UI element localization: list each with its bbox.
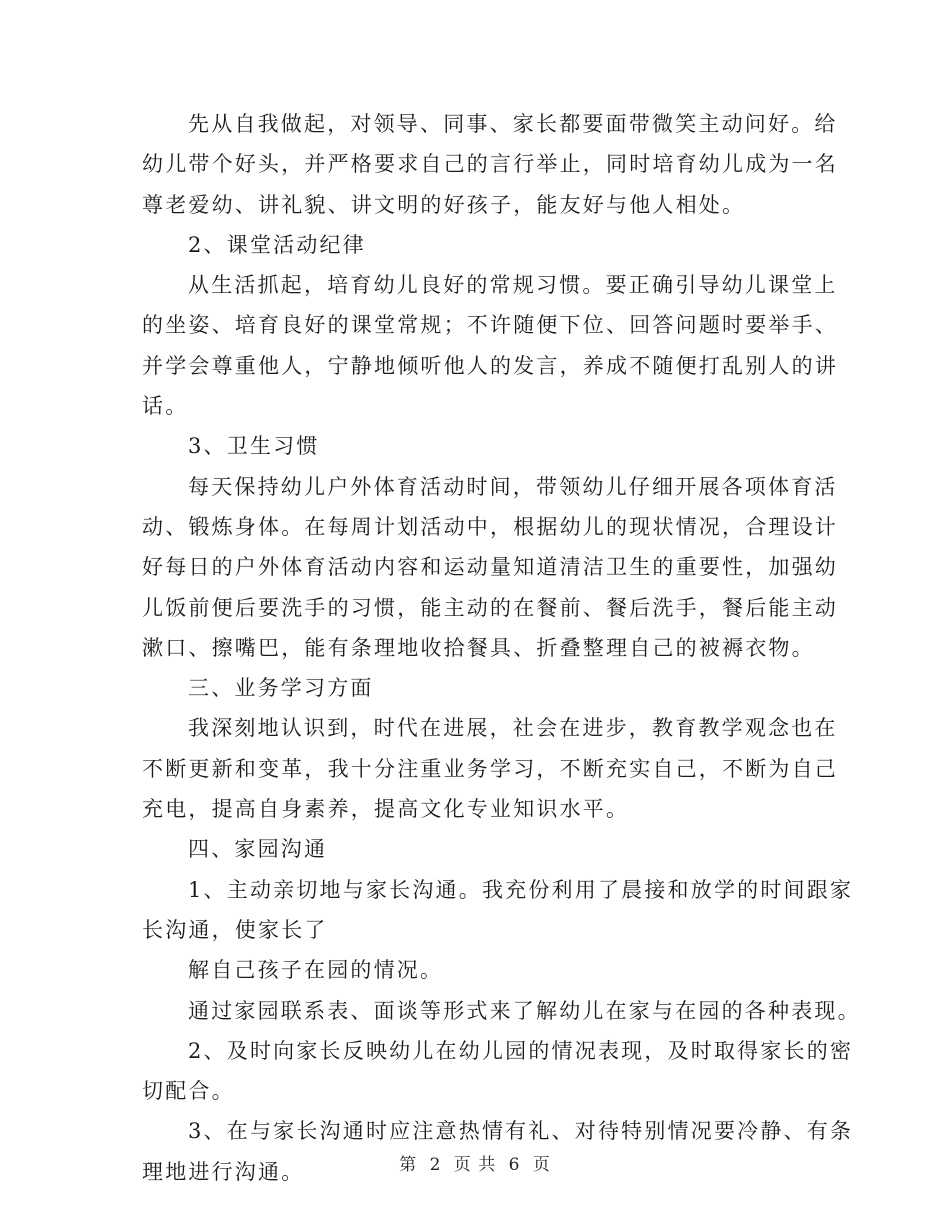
text-line: 长沟通，使家长了 (142, 917, 328, 942)
text-line: 的坐姿、培育良好的课堂常规；不许随便下位、回答问题时要举手、 (142, 313, 838, 338)
text-line: 切配合。 (142, 1079, 235, 1104)
text-line: 2、及时向家长反映幼儿在幼儿园的情况表现，及时取得家长的密 (188, 1038, 854, 1063)
text-line: 先从自我做起，对领导、同事、家长都要面带微笑主动问好。给 (188, 112, 838, 136)
text-line: 好每日的户外体育活动内容和运动量知道清洁卫生的重要性，加强幼 (142, 555, 838, 580)
footer-middle: 页 共 (453, 1155, 497, 1175)
text-line: 幼儿带个好头，并严格要求自己的言行举止，同时培育幼儿成为一名 (142, 152, 838, 177)
text-line: 话。 (142, 394, 189, 419)
footer-current-page: 2 (429, 1155, 442, 1175)
text-line: 四、家园沟通 (188, 837, 328, 862)
text-line: 尊老爱幼、讲礼貌、讲文明的好孩子，能友好与他人相处。 (142, 192, 746, 217)
text-line: 从生活抓起，培育幼儿良好的常规习惯。要正确引导幼儿课堂上 (188, 273, 838, 298)
text-line: 通过家园联系表、面谈等形式来了解幼儿在家与在园的各种表现。 (188, 998, 861, 1023)
text-line: 儿饭前便后要洗手的习惯，能主动的在餐前、餐后洗手，餐后能主动 (142, 595, 838, 620)
text-line: 三、业务学习方面 (188, 676, 374, 701)
document-body (142, 104, 861, 1192)
text-line: 漱口、擦嘴巴，能有条理地收拾餐具、折叠整理自己的被褥衣物。 (142, 635, 815, 660)
text-line: 每天保持幼儿户外体育活动时间，带领幼儿仔细开展各项体育活 (188, 474, 838, 499)
text-line: 3、卫生习惯 (188, 434, 320, 459)
text-line: 1、主动亲切地与家长沟通。我充份利用了晨接和放学的时间跟家 (188, 877, 854, 902)
text-line: 3、在与家长沟通时应注意热情有礼、对待特别情况要冷静、有条 (188, 1119, 854, 1144)
text-line: 理地进行沟通。 (142, 1159, 305, 1184)
text-line: 动、锻炼身体。在每周计划活动中，根据幼儿的现状情况，合理设计 (142, 514, 838, 539)
footer-suffix: 页 (532, 1155, 551, 1175)
text-line: 2、课堂活动纪律 (188, 232, 366, 257)
footer-prefix: 第 (399, 1155, 418, 1175)
text-line: 不断更新和变革，我十分注重业务学习，不断充实自己，不断为自己 (142, 756, 838, 781)
text-line: 充电，提高自身素养，提高文化专业知识水平。 (142, 797, 630, 822)
text-line: 我深刻地认识到，时代在进展，社会在进步，教育教学观念也在 (188, 716, 838, 741)
footer-total-pages: 6 (508, 1155, 521, 1175)
text-line: 解自己孩子在园的情况。 (188, 958, 444, 983)
text-line: 并学会尊重他人，宁静地倾听他人的发言，养成不随便打乱别人的讲 (142, 353, 838, 378)
page-footer (0, 1150, 950, 1175)
